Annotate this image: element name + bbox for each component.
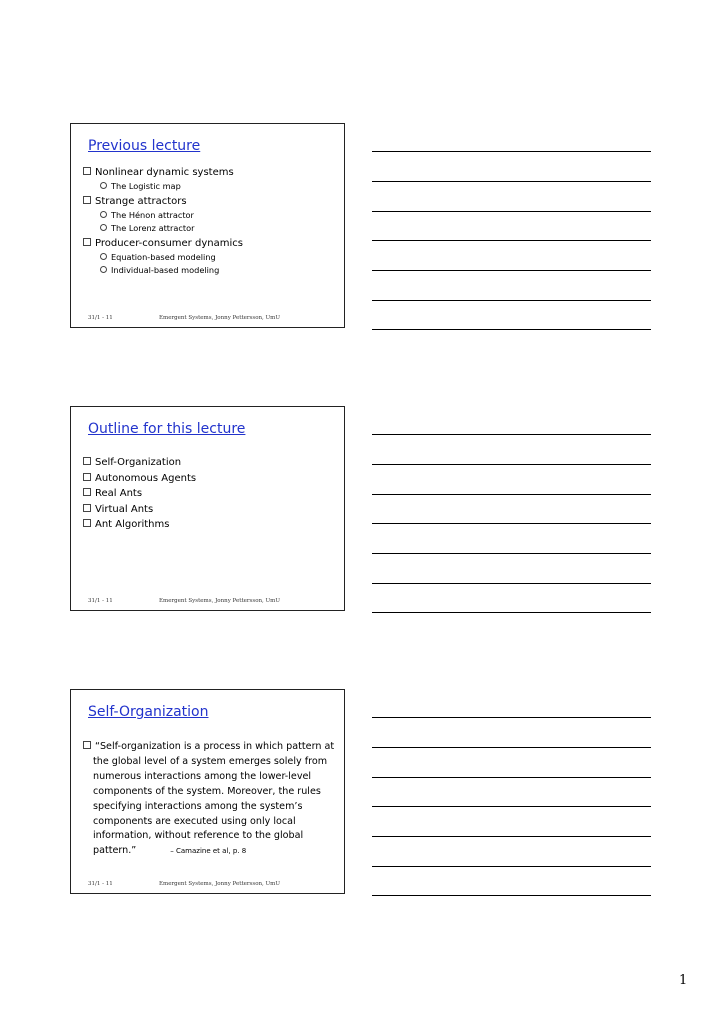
circle-bullet-icon [100,224,107,231]
bullet-item: Real Ants [83,486,338,502]
circle-bullet-icon [100,253,107,260]
bullet-item: Self-Organization [83,455,338,471]
note-line [372,270,651,271]
page-number: 1 [679,973,688,988]
note-line [372,329,651,330]
bullet-item: Ant Algorithms [83,517,338,533]
sub-bullet-item: Equation-based modeling [83,251,338,265]
slide-self-organization [70,689,345,894]
footer-date: 31/1 - 11 [88,881,113,887]
square-bullet-icon [83,457,91,465]
bullet-list [83,165,338,278]
note-line [372,553,651,554]
note-line [372,300,651,301]
bullet-item: Producer-consumer dynamics [83,236,338,251]
slide-previous-lecture [70,123,345,328]
sub-bullet-item: The Logistic map [83,180,338,194]
note-line [372,434,651,435]
sub-bullet-item: Individual-based modeling [83,264,338,278]
note-line [372,211,651,212]
note-line [372,717,651,718]
bullet-item: Strange attractors [83,194,338,209]
slide-title: Outline for this lecture [88,421,246,437]
circle-bullet-icon [100,182,107,189]
footer-course: Emergent Systems, Jonny Pettersson, UmU [159,315,281,321]
footer-date: 31/1 - 11 [88,315,113,321]
note-line [372,895,651,896]
footer-course: Emergent Systems, Jonny Pettersson, UmU [159,598,281,604]
sub-bullet-item: The Lorenz attractor [83,222,338,236]
note-line [372,866,651,867]
bullet-item: Nonlinear dynamic systems [83,165,338,180]
circle-bullet-icon [100,266,107,273]
quote-attribution: – Camazine et al, p. 8 [170,847,247,856]
slide-title: Previous lecture [88,138,201,154]
note-line [372,583,651,584]
note-line [372,836,651,837]
square-bullet-icon [83,196,91,204]
bullet-list [83,455,338,533]
quote-block [83,740,340,859]
slide-outline [70,406,345,611]
footer-date: 31/1 - 11 [88,598,113,604]
slide-title: Self-Organization [88,704,209,720]
square-bullet-icon [83,473,91,481]
note-line [372,523,651,524]
square-bullet-icon [83,519,91,527]
note-line [372,494,651,495]
bullet-item: Autonomous Agents [83,471,338,487]
square-bullet-icon [83,741,91,749]
square-bullet-icon [83,504,91,512]
note-line [372,464,651,465]
note-line [372,806,651,807]
square-bullet-icon [83,167,91,175]
sub-bullet-item: The Hénon attractor [83,209,338,223]
bullet-item: Virtual Ants [83,502,338,518]
footer-course: Emergent Systems, Jonny Pettersson, UmU [159,881,281,887]
quote-text: “Self-organization is a process in which pattern at the global level of a system emerges solely from numerous interactions among the lower-level components of the system. Moreover, the rules specifying interactions among the system’s components are executed using only local information, without reference to the global pattern.” – Camazine et al, p. 8 [83,740,340,859]
circle-bullet-icon [100,211,107,218]
note-line [372,747,651,748]
note-line [372,777,651,778]
note-line [372,181,651,182]
square-bullet-icon [83,488,91,496]
square-bullet-icon [83,238,91,246]
note-line [372,612,651,613]
note-line [372,151,651,152]
note-line [372,240,651,241]
